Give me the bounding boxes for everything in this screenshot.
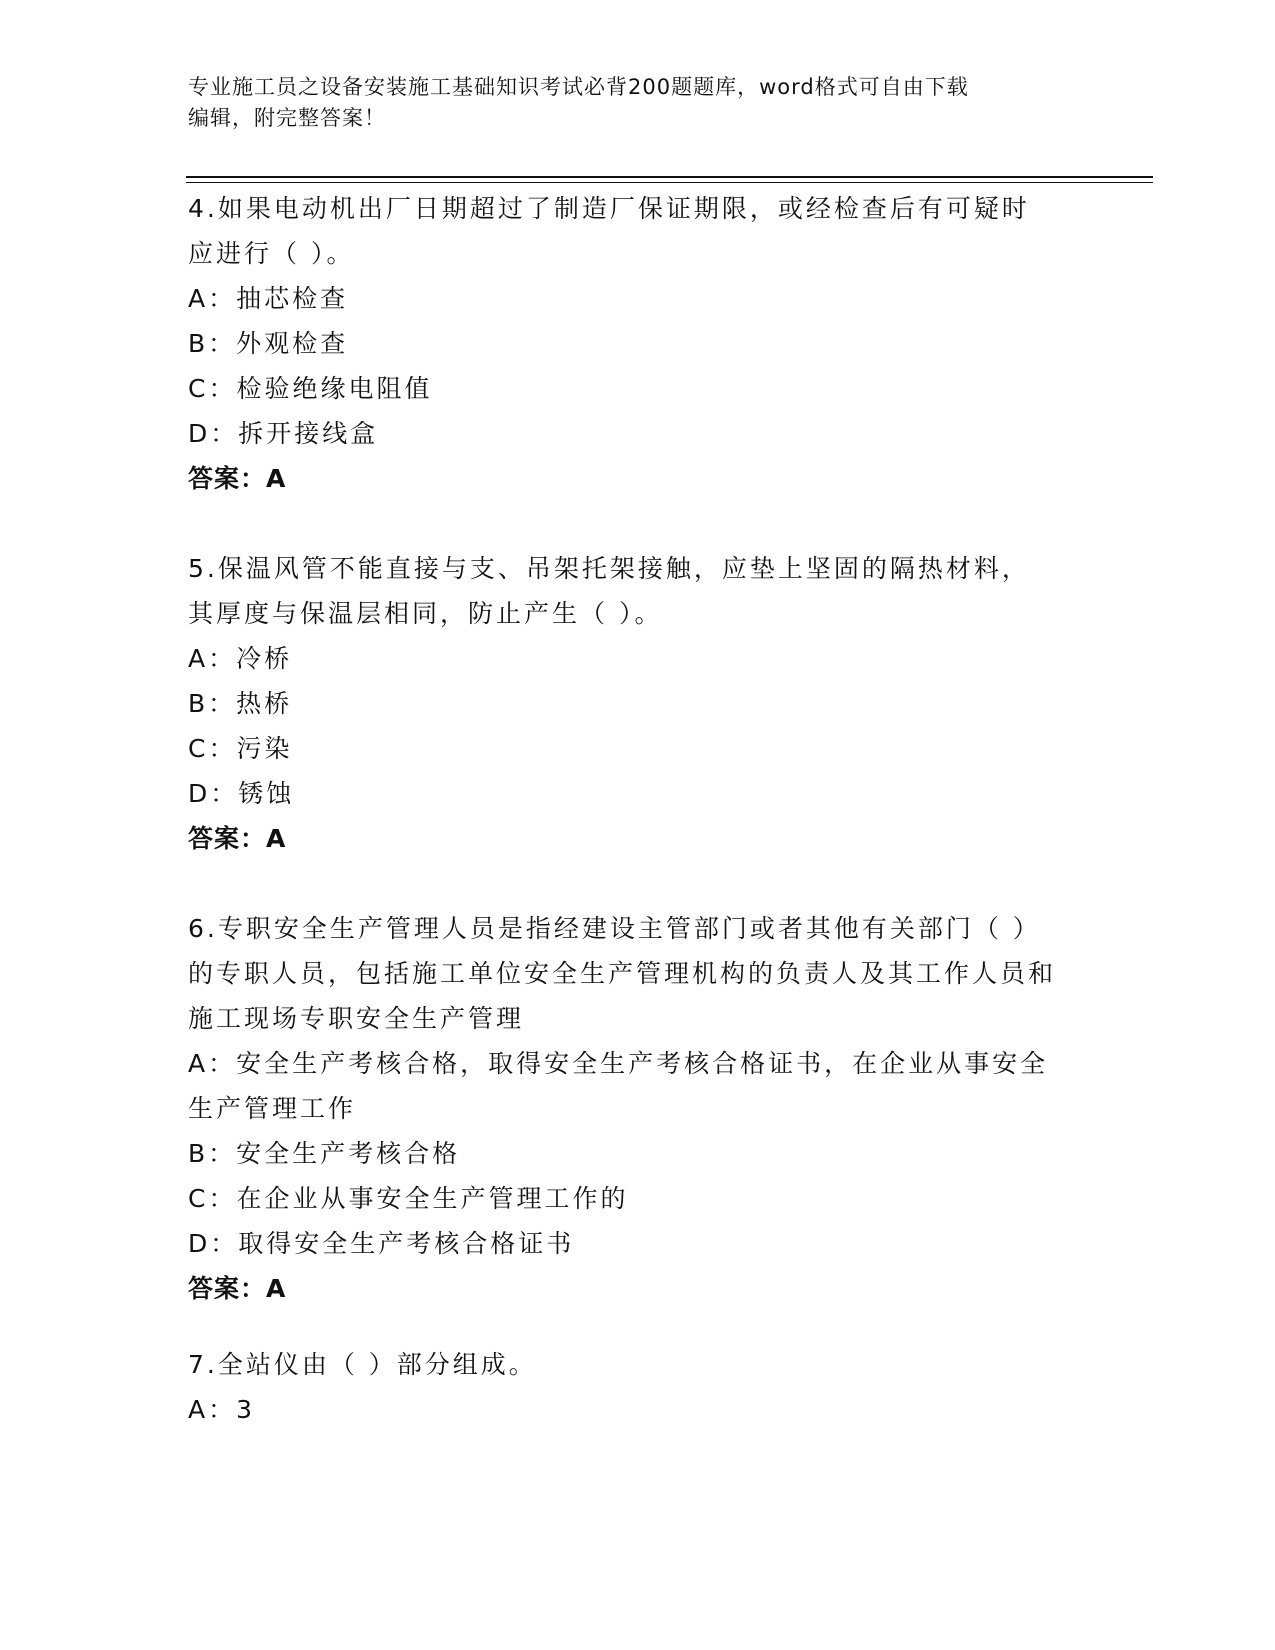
option-d (188, 411, 1088, 456)
question-7 (188, 1342, 1088, 1432)
option-text: 安全生产考核合格 (236, 1139, 461, 1168)
option-text: 拆开接线盒 (238, 419, 379, 448)
question-6 (188, 906, 1088, 1311)
option-text: 抽芯检查 (236, 284, 349, 313)
question-stem: 5.保温风管不能直接与支、吊架托架接触，应垫上坚固的隔热材料，其厚度与保温层相同，防止产生（ ）。 (188, 554, 1030, 628)
option-b (188, 321, 1088, 366)
option-text: 污染 (236, 734, 293, 763)
option-key: B： (188, 1139, 237, 1168)
option-d (188, 771, 1088, 816)
option-key: B： (188, 689, 237, 718)
header-divider-thin (186, 182, 1153, 183)
answer-label: 答案：A (188, 1274, 287, 1303)
option-text: 外观检查 (236, 329, 349, 358)
option-key: D： (188, 1229, 239, 1258)
option-key: C： (188, 734, 237, 763)
question-stem: 7.全站仪由（ ）部分组成。 (188, 1350, 537, 1379)
document-header (188, 72, 1068, 134)
option-key: A： (188, 644, 237, 673)
option-text: 在企业从事安全生产管理工作的 (236, 1184, 629, 1213)
option-c (188, 726, 1088, 771)
option-text: 锈蚀 (238, 779, 295, 808)
option-text: 取得安全生产考核合格证书 (238, 1229, 575, 1258)
option-text: 热桥 (236, 689, 293, 718)
option-b (188, 1131, 1088, 1176)
option-key: C： (188, 374, 237, 403)
question-stem: 4.如果电动机出厂日期超过了制造厂保证期限，或经检查后有可疑时应进行（ ）。 (188, 194, 1030, 268)
option-text: 3 (236, 1395, 256, 1424)
option-key: D： (188, 419, 239, 448)
option-key: D： (188, 779, 239, 808)
option-key: C： (188, 1184, 237, 1213)
option-a (188, 1041, 1068, 1131)
option-text: 检验绝缘电阻值 (236, 374, 433, 403)
answer-label: 答案：A (188, 824, 287, 853)
option-key: A： (188, 1049, 237, 1078)
option-c (188, 366, 1088, 411)
option-text: 安全生产考核合格，取得安全生产考核合格证书，在企业从事安全生产管理工作 (188, 1049, 1049, 1123)
option-key: A： (188, 1395, 237, 1424)
option-a (188, 1387, 1088, 1432)
header-line-2: 编辑，附完整答案！ (188, 106, 386, 130)
option-a (188, 276, 1088, 321)
option-d (188, 1221, 1088, 1266)
option-a (188, 636, 1088, 681)
option-b (188, 681, 1088, 726)
option-key: B： (188, 329, 237, 358)
answer-label: 答案：A (188, 464, 287, 493)
question-stem: 6.专职安全生产管理人员是指经建设主管部门或者其他有关部门（ ）的专职人员，包括施工单位安全生产管理机构的负责人及其工作人员和施工现场专职安全生产管理 (188, 914, 1057, 1033)
question-5 (188, 546, 1088, 861)
header-line-1: 专业施工员之设备安装施工基础知识考试必背200题题库，word格式可自由下载 (188, 75, 969, 99)
header-divider-thick (186, 176, 1153, 178)
question-4 (188, 186, 1088, 501)
option-key: A： (188, 284, 237, 313)
option-c (188, 1176, 1088, 1221)
option-text: 冷桥 (236, 644, 293, 673)
